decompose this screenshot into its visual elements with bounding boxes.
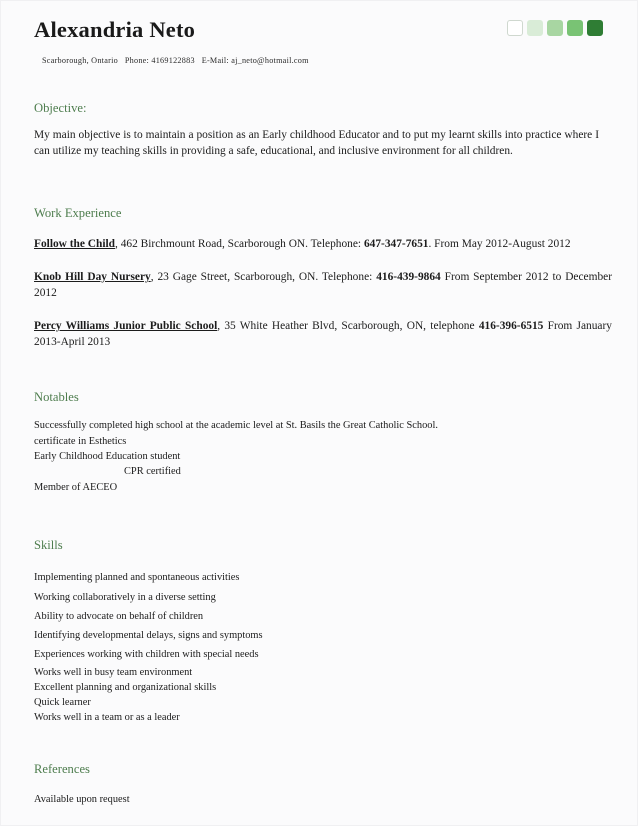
- job-organization: Knob Hill Day Nursery: [34, 271, 151, 284]
- job-details: , 35 White Heather Blvd, Scarborough, ON, telephone: [217, 320, 479, 333]
- job-details: , 23 Gage Street, Scarborough, ON. Telephone:: [150, 271, 377, 284]
- skill-item: Identifying developmental delays, signs and symptoms: [34, 630, 263, 642]
- skill-item: Working collaboratively in a diverse setting: [34, 591, 216, 603]
- objective-text: My main objective is to maintain a position as an Early childhood Educator and to put my learnt skills into practice where I can utilize my teaching skills in providing a safe, educational, and inclusive environment for all children.: [34, 128, 599, 157]
- notable-item: Early Childhood Education student: [34, 451, 181, 463]
- job-telephone: 647-347-7651: [363, 238, 429, 251]
- skill-item: Ability to advocate on behalf of children: [34, 610, 204, 622]
- job-organization: Follow the Child: [34, 238, 116, 251]
- skill-item: Excellent planning and organizational skills: [34, 681, 217, 693]
- swatch-4-icon: [567, 20, 583, 36]
- page-title: Alexandria Neto: [34, 17, 196, 42]
- swatch-1-icon: [507, 20, 523, 36]
- job-entry: [34, 237, 612, 253]
- job-entry: [34, 270, 612, 302]
- section-heading-objective: Objective:: [34, 100, 87, 115]
- notable-item: Successfully completed high school at the academic level at St. Basils the Great Catholic School.: [34, 420, 438, 432]
- references-text: Available upon request: [34, 794, 130, 806]
- job-dates: From January 2013-April 2013: [34, 320, 612, 349]
- notable-item: Member of AECEO: [34, 481, 118, 493]
- job-entry: [34, 319, 612, 351]
- job-telephone: 416-396-6515: [478, 320, 544, 333]
- job-telephone: 416-439-9864: [376, 271, 441, 284]
- resume-header: [34, 15, 607, 43]
- job-dates: From September 2012 to December 2012: [34, 271, 612, 300]
- job-dates: . From May 2012-August 2012: [428, 238, 571, 251]
- contact-line: Scarborough, Ontario Phone: 4169122883 E-Mail: aj_neto@hotmail.com: [42, 55, 309, 65]
- skill-item: Implementing planned and spontaneous activities: [34, 572, 240, 584]
- color-swatch-strip: [507, 15, 607, 36]
- swatch-5-icon: [587, 20, 603, 36]
- notable-item: CPR certified: [124, 466, 181, 478]
- work-experience-list: [34, 237, 612, 351]
- resume-content: [1, 1, 637, 808]
- skills-list: [34, 568, 607, 725]
- notable-item: certificate in Esthetics: [34, 435, 127, 447]
- swatch-3-icon: [547, 20, 563, 36]
- job-details: , 462 Birchmount Road, Scarborough ON. Telephone:: [115, 238, 364, 251]
- section-heading-references: References: [34, 761, 90, 776]
- swatch-2-icon: [527, 20, 543, 36]
- section-heading-notables: Notables: [34, 390, 79, 405]
- section-heading-work-experience: Work Experience: [34, 206, 122, 221]
- skill-item: Experiences working with children with special needs: [34, 649, 259, 661]
- skill-item: Quick learner: [34, 696, 91, 708]
- skill-item: Works well in a team or as a leader: [34, 711, 180, 723]
- skill-item: Works well in busy team environment: [34, 666, 193, 678]
- notables-list: [34, 418, 607, 495]
- section-heading-skills: Skills: [34, 538, 63, 553]
- job-organization: Percy Williams Junior Public School: [34, 320, 218, 333]
